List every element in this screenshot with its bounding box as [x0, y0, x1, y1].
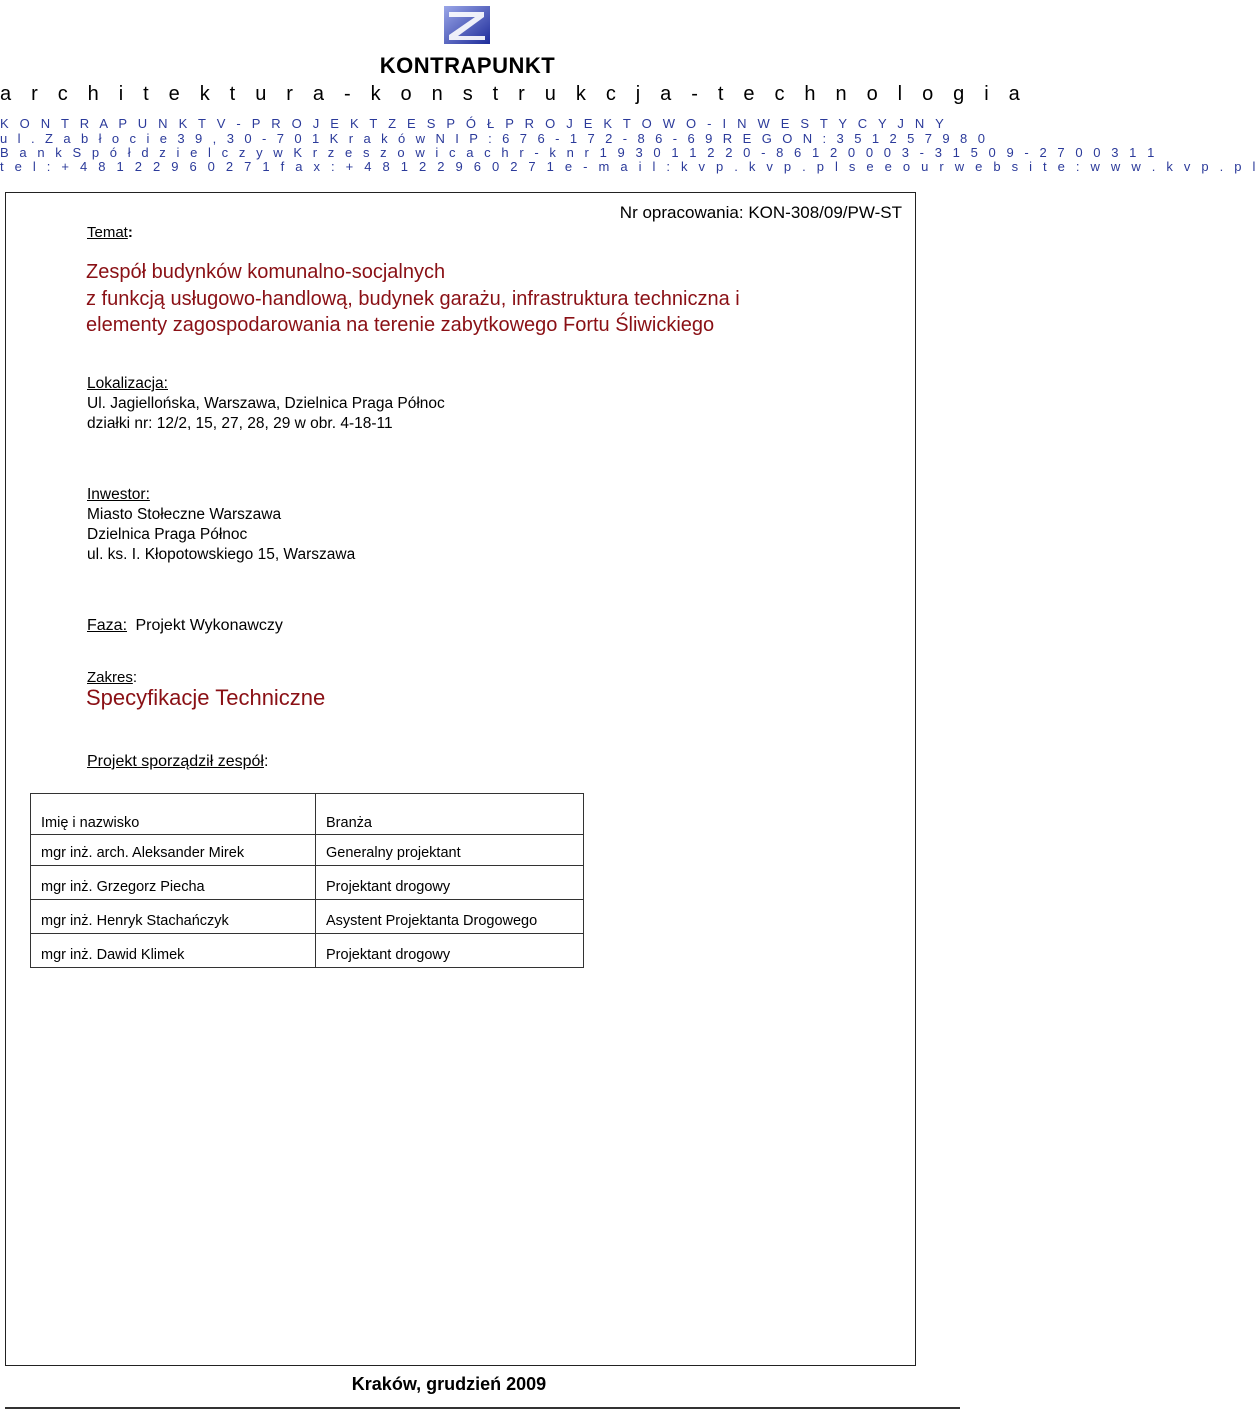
- location-section: [87, 374, 445, 434]
- team-label: Projekt sporządził zespół:: [87, 753, 269, 770]
- company-name: KONTRAPUNKT: [379, 53, 556, 78]
- investor-name: Miasto Stołeczne Warszawa: [87, 506, 282, 523]
- investor-address: ul. ks. I. Kłopotowskiego 15, Warszawa: [87, 546, 356, 563]
- team-member-name: mgr inż. arch. Aleksander Mirek: [31, 835, 316, 866]
- location-address: Ul. Jagiellońska, Warszawa, Dzielnica Praga Północ: [87, 395, 445, 412]
- company-address-line: u l . Z a b ł o c i e 3 9 , 3 0 - 7 0 1 K r a k ó w N I P : 6 7 6 - 1 7 2 - 8 6 - 6 9 R E G O N : 3 5 1 2 5 7 9 8 0: [0, 131, 989, 146]
- project-title-line: z funkcją usługowo-handlową, budynek garażu, infrastruktura techniczna i: [86, 287, 740, 310]
- company-tagline: a r c h i t e k t u r a - k o n s t r u k c j a - t e c h n o l o g i a: [0, 83, 1027, 105]
- document-number: [620, 203, 902, 223]
- place-and-date: Kraków, grudzień 2009: [351, 1374, 547, 1394]
- investor-district: Dzielnica Praga Północ: [87, 526, 248, 543]
- phase-value: Projekt Wykonawczy: [135, 617, 283, 634]
- bottom-divider: [5, 1407, 960, 1409]
- phase-section: [87, 616, 283, 636]
- team-member-role: Asystent Projektanta Drogowego: [316, 900, 584, 934]
- scope-label: Zakres:: [87, 669, 138, 686]
- kontrapunkt-logo-icon: [444, 6, 490, 44]
- team-member-name: mgr inż. Dawid Klimek: [31, 934, 316, 968]
- location-plots: działki nr: 12/2, 15, 27, 28, 29 w obr. 4-18-11: [87, 415, 393, 432]
- team-table-header: [31, 794, 584, 835]
- scope-value: Specyfikacje Techniczne: [86, 685, 326, 710]
- document-frame: [5, 192, 916, 1366]
- team-header-name: Imię i nazwisko: [31, 794, 316, 835]
- team-member-role: Projektant drogowy: [316, 934, 584, 968]
- team-member-name: mgr inż. Grzegorz Piecha: [31, 866, 316, 900]
- table-row: [31, 835, 584, 866]
- team-table: [30, 793, 584, 968]
- investor-section: [87, 485, 355, 565]
- company-contact-line: t e l : + 4 8 1 2 2 9 6 0 2 7 1 f a x : + 4 8 1 2 2 9 6 0 2 7 1 e - m a i l : k v p . k v p . p l s e e o u r w e b s i t e : w w w . k v p . p l: [0, 159, 1259, 174]
- document-number-value: KON-308/09/PW-ST: [748, 203, 902, 222]
- document-number-label: Nr opracowania:: [619, 203, 744, 222]
- location-label: Lokalizacja:: [87, 375, 168, 392]
- project-title-line: elementy zagospodarowania na terenie zabytkowego Fortu Śliwickiego: [86, 314, 715, 336]
- phase-label: Faza:: [87, 617, 128, 634]
- team-member-name: mgr inż. Henryk Stachańczyk: [31, 900, 316, 934]
- team-member-role: Generalny projektant: [316, 835, 584, 866]
- table-row: [31, 934, 584, 968]
- team-member-role: Projektant drogowy: [316, 866, 584, 900]
- company-bank-line: B a n k S p ó ł d z i e l c z y w K r z e s z o w i c a c h r - k n r 1 9 3 0 1 1 2 2 0 - 8 6 1 2 0 0 0 3 - 3 1 5 0 9 - 2 7 0 0 3 1 1: [0, 145, 1158, 160]
- table-row: [31, 866, 584, 900]
- company-info-line: K O N T R A P U N K T V - P R O J E K T Z E S P Ó Ł P R O J E K T O W O - I N W E S T Y C Y J N Y: [0, 116, 948, 131]
- investor-label: Inwestor:: [87, 486, 150, 503]
- team-header-discipline: Branża: [316, 794, 584, 835]
- temat-label: Temat:: [87, 224, 133, 241]
- project-title: [86, 259, 740, 339]
- table-row: [31, 900, 584, 934]
- project-title-line: Zespół budynków komunalno-socjalnych: [86, 261, 446, 283]
